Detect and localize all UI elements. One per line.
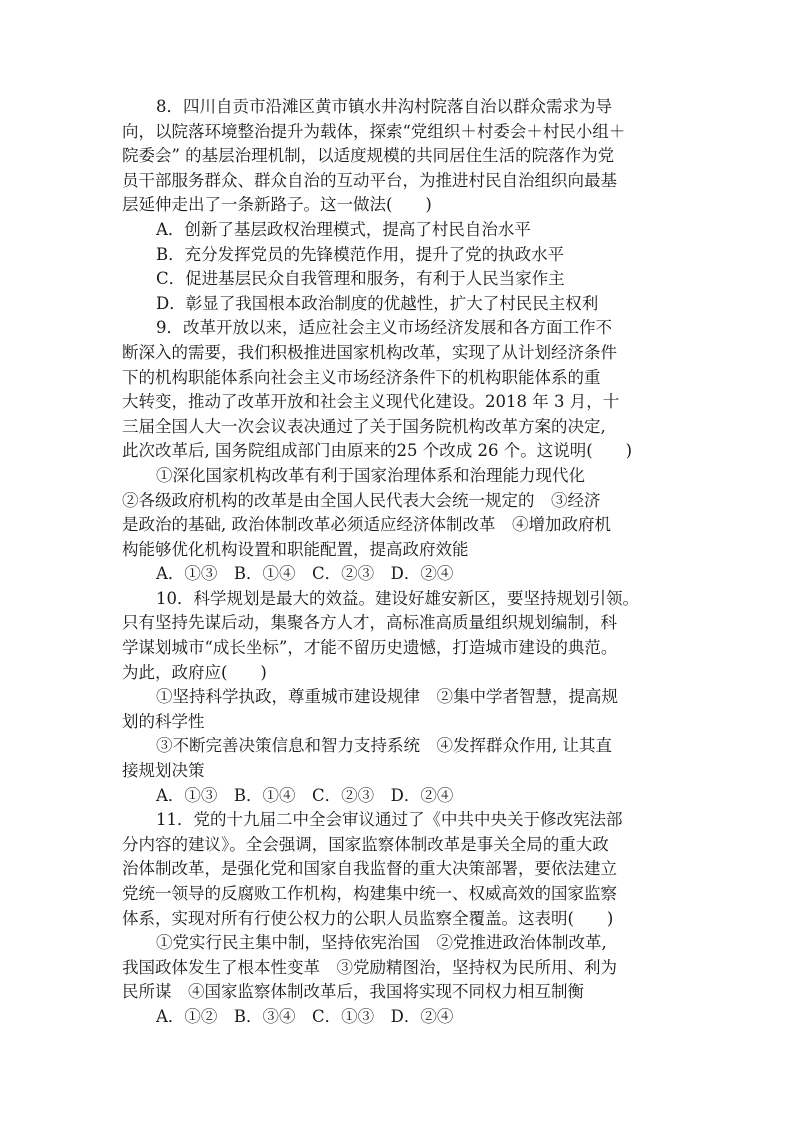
q9-stem-line-4: 大转变，推动了改革开放和社会主义现代化建设。2018 年 3 月，十 [122,392,620,412]
q10-statement-line-2: 划的科学性 [122,711,205,731]
q9-statement-line-1: ①深化国家机构改革有利于国家治理体系和治理能力现代化 [156,465,585,485]
q11-stem-line-4: 党统一领导的反腐败工作机构，构建集中统一、权威高效的国家监察 [122,884,617,903]
q10-statement-line-1: ①坚持科学执政，尊重城市建设规律 ②集中学者智慧，提高规 [156,687,618,707]
q11-stem-line-3: 治体制改革，是强化党和国家自我监督的重大决策部署，要依法建立 [122,859,617,879]
q8-option-a: A．创新了基层政权治理模式，提高了村民自治水平 [156,219,531,239]
q9-stem-line-2: 断深入的需要，我们积极推进国家机构改革，实现了从计划经济条件 [122,342,617,362]
q8-option-d: D．彰显了我国根本政治制度的优越性，扩大了村民民主权利 [156,293,599,313]
q11-statement-line-1: ①党实行民主集中制，坚持依宪治国 ②党推进政治体制改革, [156,933,607,953]
q10-stem-line-2: 只有坚持先谋后动，集聚各方人才，高标准高质量组织规划编制，科 [122,613,617,633]
q10-stem-line-3: 学谋划城市“成长坐标”，才能不留历史遗憾，打造城市建设的典范。 [122,638,618,658]
q11-statement-line-2: 我国政体发生了根本性变革 ③党励精图治，坚持权为民所用、利为 [122,957,617,977]
q10-stem-line-4: 为此，政府应( ) [122,662,267,682]
q8-stem-line-4: 员干部服务群众、群众自治的互动平台，为推进村民自治组织向最基 [122,170,617,190]
q11-stem-line-1: 11．党的十九届二中全会审议通过了《中共中央关于修改宪法部 [156,810,623,830]
q8-option-b: B．充分发挥党员的先锋模范作用，提升了党的执政水平 [156,244,565,264]
q9-answer-options: A．①③ B．①④ C．②③ D．②④ [156,564,454,584]
q8-stem-line-1: 8．四川自贡市沿滩区黄市镇水井沟村院落自治以群众需求为导 [156,97,612,116]
q8-stem-line-3: 院委会” 的基层治理机制，以适度规模的共同居住生活的院落作为党 [122,146,615,166]
q10-answer-options: A．①③ B．①④ C．②③ D．②④ [156,785,454,805]
q9-stem-line-5: 三届全国人大一次会议表决通过了关于国务院机构改革方案的决定, [122,416,606,436]
q10-statement-line-4: 接规划决策 [122,761,205,781]
q9-stem-line-1: 9．改革开放以来，适应社会主义市场经济发展和各方面工作不 [156,318,612,338]
q8-stem-line-2: 向，以院落环境整治提升为载体，探索“党组织＋村委会＋村民小组＋ [122,121,626,141]
q9-statement-line-2: ②各级政府机构的改革是由全国人民代表大会统一规定的 ③经济 [122,490,601,510]
q8-option-c: C．促进基层民众自我管理和服务，有利于人民当家作主 [156,269,565,289]
q8-stem-line-5: 层延伸走出了一条新路子。这一做法( ) [122,195,432,215]
q9-stem-line-6: 此次改革后, 国务院组成部门由原来的25 个改成 26 个。这说明( ) [122,441,633,461]
q9-statement-line-4: 构能够优化机构设置和职能配置，提高政府效能 [122,539,469,559]
q11-stem-line-2: 分内容的建议》。全会强调，国家监察体制改革是事关全局的重大政 [122,834,609,854]
q9-statement-line-3: 是政治的基础, 政治体制改革必须适应经济体制改革 ④增加政府机 [122,515,611,535]
q11-statement-line-3: 民所谋 ④国家监察体制改革后，我国将实现不同权力相互制衡 [122,982,584,1002]
q11-stem-line-5: 体系，实现对所有行使公权力的公职人员监察全覆盖。这表明( ) [122,908,614,928]
q11-answer-options: A．①② B．③④ C．①③ D．②④ [156,1006,454,1026]
question-list [122,95,678,1030]
q10-stem-line-1: 10．科学规划是最大的效益。建设好雄安新区，要坚持规划引领。 [156,588,639,608]
q10-statement-line-3: ③不断完善决策信息和智力支持系统 ④发挥群众作用, 让其直 [156,736,612,756]
q9-stem-line-3: 下的机构职能体系向社会主义市场经济条件下的机构职能体系的重 [122,367,601,387]
